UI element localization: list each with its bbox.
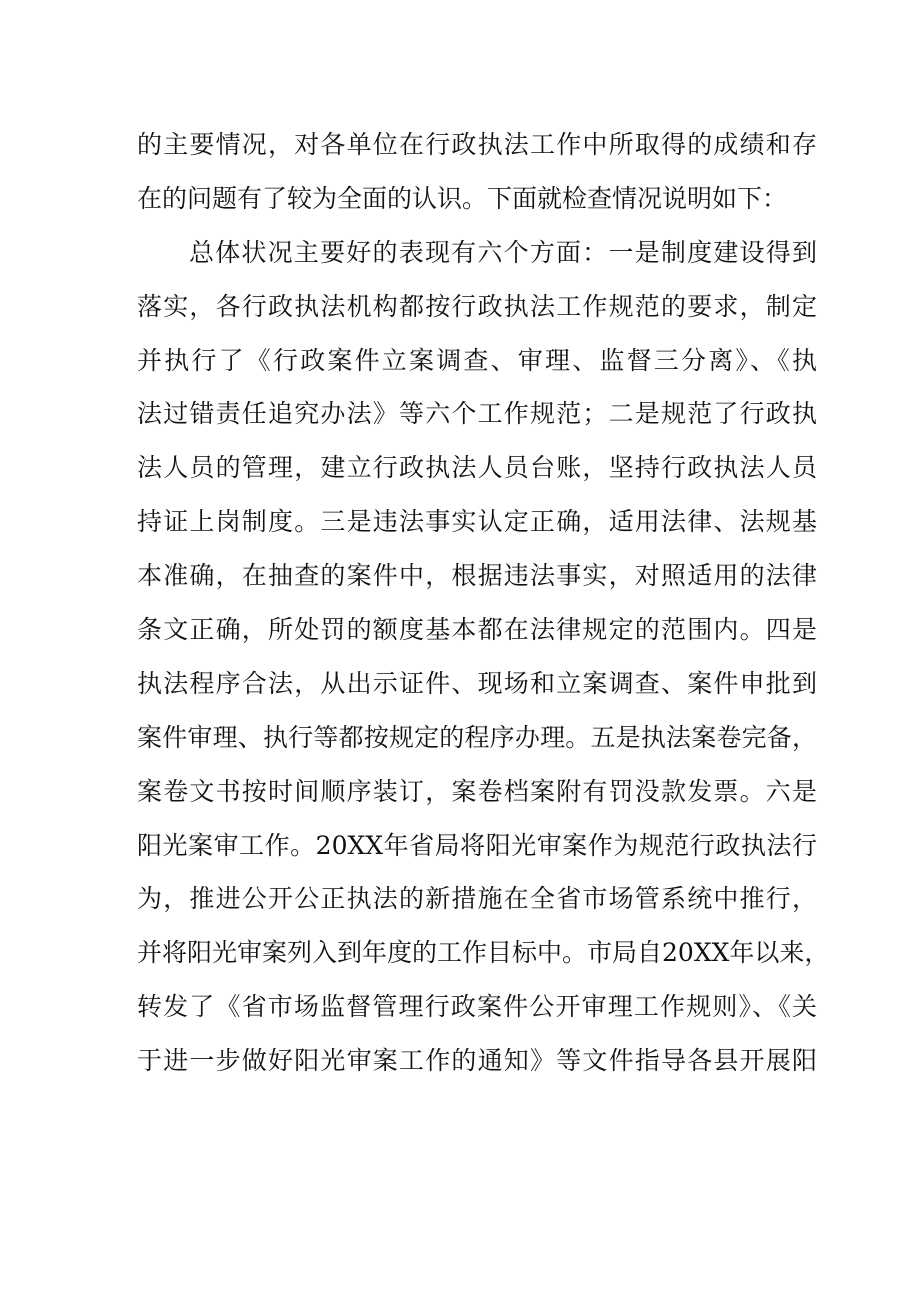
text-line: 执法程序合法，从出示证件、现场和立案调查、案件申批到 [137, 668, 817, 698]
text-line: 案卷文书按时间顺序装订，案卷档案附有罚没款发票。六是 [137, 776, 817, 806]
paragraph-first-line: 总体状况主要好的表现有六个方面：一是制度建设得到 [189, 237, 817, 267]
text-line: 案件审理、执行等都按规定的程序办理。五是执法案卷完备， [137, 722, 817, 752]
text-line: 法人员的管理，建立行政执法人员台账，坚持行政执法人员 [137, 453, 817, 483]
text-line: 并将阳光审案列入到年度的工作目标中。市局自20XX年以来， [137, 938, 830, 968]
text-line: 于进一步做好阳光审案工作的通知》等文件指导各县开展阳 [137, 1046, 817, 1076]
text-line: 并执行了《行政案件立案调查、审理、监督三分离》、《执 [137, 345, 817, 375]
text-line: 的主要情况，对各单位在行政执法工作中所取得的成绩和存 [137, 130, 817, 159]
text-line: 转发了《省市场监督管理行政案件公开审理工作规则》、《关 [137, 992, 817, 1022]
text-line: 在的问题有了较为全面的认识。下面就检查情况说明如下： [137, 183, 788, 213]
text-line: 为，推进公开公正执法的新措施在全省市场管系统中推行， [137, 884, 817, 914]
text-line: 法过错责任追究办法》等六个工作规范；二是规范了行政执 [137, 399, 817, 429]
text-line: 本准确，在抽查的案件中，根据违法事实，对照适用的法律 [137, 561, 817, 591]
text-line: 持证上岗制度。三是违法事实认定正确，适用法律、法规基 [137, 507, 817, 537]
text-line: 落实，各行政执法机构都按行政执法工作规范的要求，制定 [137, 291, 817, 321]
body-text [137, 122, 830, 1092]
text-line: 条文正确，所处罚的额度基本都在法律规定的范围内。四是 [137, 615, 817, 645]
text-line: 阳光案审工作。20XX年省局将阳光审案作为规范行政执法行 [137, 830, 817, 860]
